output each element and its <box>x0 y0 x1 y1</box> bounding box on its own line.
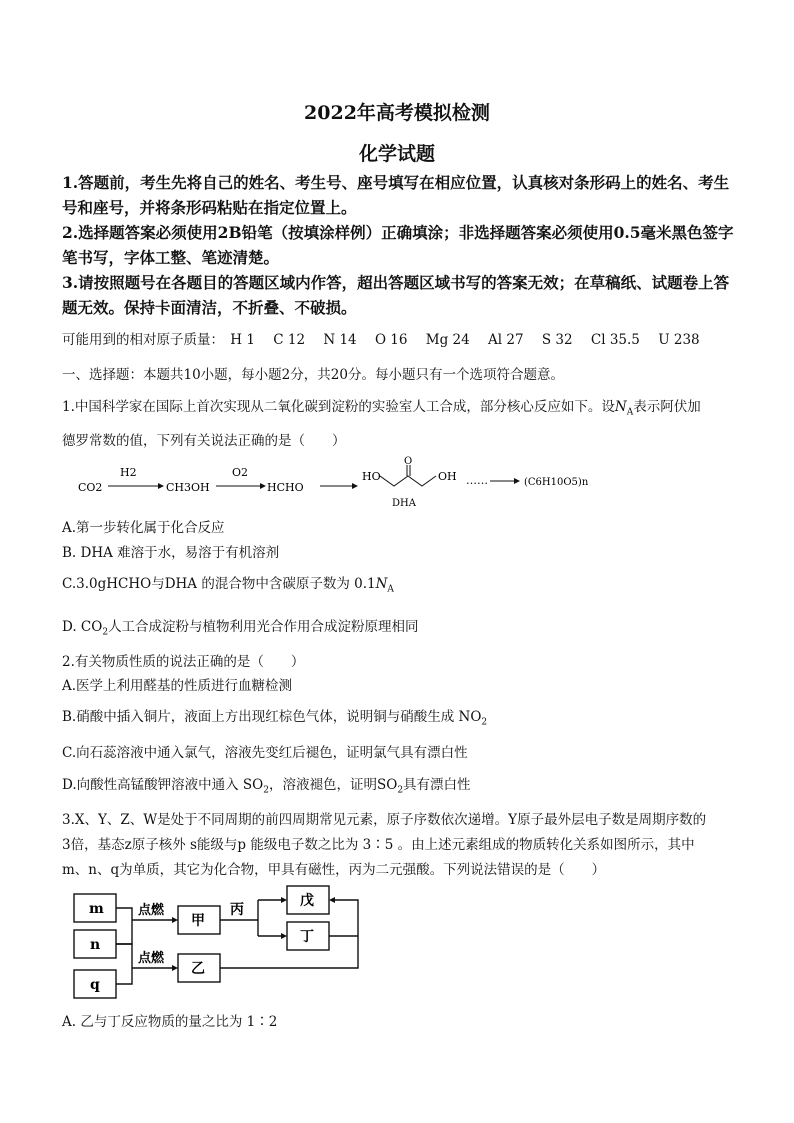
scheme-ch3oh: CH3OH <box>166 481 210 494</box>
q2-d-sub1: 2 <box>263 785 269 796</box>
scheme-oh: OH <box>438 470 457 483</box>
mass-mg: Mg 24 <box>425 332 470 348</box>
q1-d-text-b: 人工合成淀粉与植物利用光合作用合成淀粉原理相同 <box>108 619 419 635</box>
instruction-2: 2.选择题答案必须使用2B铅笔（按填涂样例）正确填涂；非选择题答案必须使用0.5毫米黑色签字笔书写，字体工整、笔迹清楚。 <box>62 223 734 267</box>
label-m: m <box>89 901 104 917</box>
scheme-hcho: HCHO <box>267 481 304 494</box>
q2-option-c: C.向石蕊溶液中通入氯气，溶液先变红后褪色，证明氯气具有漂白性 <box>62 745 468 761</box>
scheme-h2: H2 <box>120 466 137 479</box>
q3-stem-line2: 3倍，基态z原子核外 s能级与p 能级电子数之比为 3∶5 。由上述元素组成的物质转化关系如图所示，其中 <box>62 837 695 853</box>
mass-u: U 238 <box>658 332 700 348</box>
dha-skeleton <box>380 476 436 486</box>
mass-al: Al 27 <box>488 332 524 348</box>
mass-cl: Cl 35.5 <box>590 332 640 348</box>
masses-label: 可能用到的相对原子质量： <box>62 332 224 348</box>
q1-stem-a: 1.中国科学家在国际上首次实现从二氧化碳到淀粉的实验室人工合成，部分核心反应如下。设 <box>62 399 615 415</box>
q1-stem-line1 <box>62 396 738 424</box>
label-ding: 丁 <box>300 929 314 945</box>
q1-stem-line2: 德罗常数的值，下列有关说法正确的是（ ） <box>62 433 346 449</box>
label-ignite-2: 点燃 <box>138 951 165 966</box>
q2-d-text-b: ，溶液褪色，证明SO <box>268 777 398 793</box>
mass-o: O 16 <box>374 332 408 348</box>
scheme-o-atom: O <box>404 456 413 467</box>
q2-b-sub: 2 <box>481 717 488 728</box>
q2-option-b <box>62 707 738 733</box>
q1-stem-b: 表示阿伏加 <box>633 399 701 415</box>
q1-c-text: C.3.0gHCHO与DHA 的混合物中含碳原子数为 0.1 <box>62 576 376 592</box>
scheme-starch: (C6H10O5)n <box>524 477 589 488</box>
label-wu: 戊 <box>300 893 314 909</box>
q2-option-d <box>62 775 738 801</box>
q1-c-sym: N <box>375 576 388 592</box>
q1-option-d <box>62 617 738 643</box>
q3-stem-line3: m、n、q为单质，其它为化合物，甲具有磁性，丙为二元强酸。下列说法错误的是（ ） <box>62 862 606 878</box>
na-symbol: N <box>614 399 627 415</box>
q1-d-sub: 2 <box>102 627 109 638</box>
scheme-dha: DHA <box>392 498 416 509</box>
q1-option-b: B. DHA 难溶于水，易溶于有机溶剂 <box>62 545 280 561</box>
q3-transformation-diagram <box>62 882 392 1002</box>
q2-d-text-a: D.向酸性高锰酸钾溶液中通入 SO <box>62 777 264 793</box>
instruction-3: 3.请按照题号在各题目的答题区域内作答，超出答题区域书写的答案无效；在草稿纸、试题卷上答题无效。保持卡面清洁，不折叠、不破损。 <box>62 273 730 317</box>
scheme-ho: HO <box>362 470 381 483</box>
q2-d-text-c: 具有漂白性 <box>403 777 471 793</box>
q1-option-a: A.第一步转化属于化合反应 <box>62 520 225 536</box>
label-q: q <box>90 977 100 993</box>
q3-option-a: A. 乙与丁反应物质的量之比为 1∶2 <box>62 1014 278 1030</box>
label-jia: 甲 <box>191 913 205 929</box>
q1-reaction-scheme <box>62 456 602 514</box>
exam-subtitle: 化学试题 <box>358 143 435 165</box>
q2-stem: 2.有关物质性质的说法正确的是（ ） <box>62 654 305 670</box>
q1-c-sub: A <box>387 584 394 595</box>
mass-c: C 12 <box>273 332 306 348</box>
q2-option-a: A.医学上利用醛基的性质进行血糖检测 <box>62 678 293 694</box>
mass-h: H 1 <box>230 332 255 348</box>
atomic-masses <box>62 329 738 351</box>
scheme-dots: …… <box>466 474 488 487</box>
arrow-2-head <box>260 483 266 489</box>
scheme-co2: CO2 <box>78 481 103 494</box>
q2-b-text: B.硝酸中插入铜片，液面上方出现红棕色气体，说明铜与硝酸生成 NO <box>62 709 482 725</box>
mass-n: N 14 <box>323 332 357 348</box>
q2-d-sub2: 2 <box>397 785 404 796</box>
q3-stem-line1: 3.X、Y、Z、W是处于不同周期的前四周期常见元素，原子序数依次递增。Y原子最外层电子数是周期序数的 <box>62 812 707 828</box>
q1-d-text-a: D. CO <box>62 619 103 635</box>
exam-title: 2022年高考模拟检测 <box>304 102 490 124</box>
label-yi: 乙 <box>191 961 205 977</box>
label-ignite-1: 点燃 <box>138 903 165 918</box>
label-n: n <box>90 937 101 953</box>
mass-s: S 32 <box>541 332 573 348</box>
q1-option-c <box>62 574 738 600</box>
scheme-o2: O2 <box>232 466 249 479</box>
instruction-1: 1.答题前，考生先将自己的姓名、考生号、座号填写在相应位置，认真核对条形码上的姓名、考生号和座号，并将条形码粘贴在指定位置上。 <box>62 173 730 217</box>
arrow-1-head <box>158 483 164 489</box>
na-sub: A <box>626 407 634 418</box>
section-one-heading: 一、选择题：本题共10小题，每小题2分，共20分。每小题只有一个选项符合题意。 <box>62 367 564 383</box>
arrow-4-head <box>514 478 520 484</box>
arrow-3-head <box>352 483 358 489</box>
label-bing: 丙 <box>230 902 244 918</box>
